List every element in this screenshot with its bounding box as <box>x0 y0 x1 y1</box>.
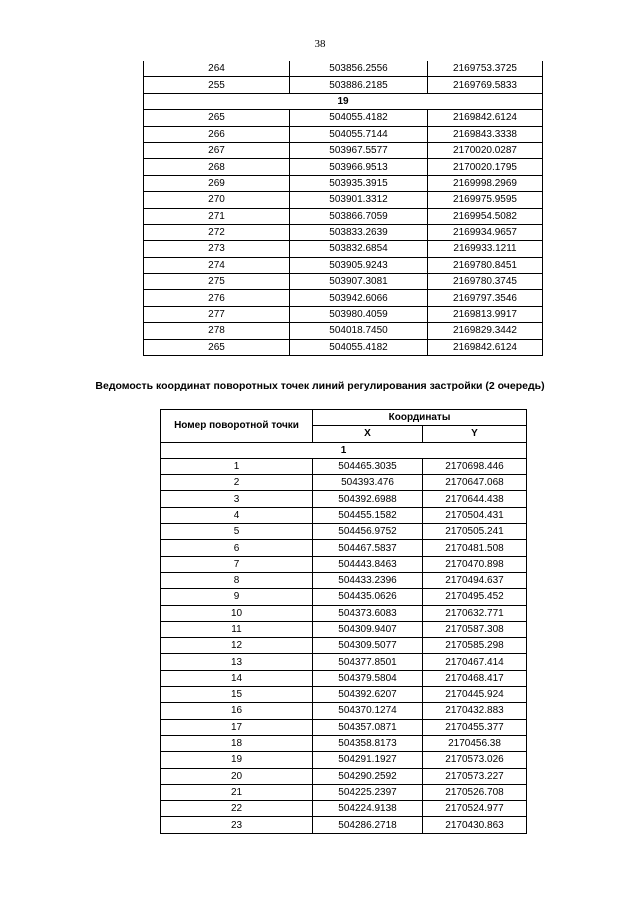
point-number-cell: 268 <box>144 159 290 175</box>
x-coordinate-cell: 504309.5077 <box>313 638 423 654</box>
table-row <box>161 556 527 572</box>
table-row <box>161 540 527 556</box>
table-row <box>161 572 527 588</box>
x-coordinate-cell: 504456.9752 <box>313 524 423 540</box>
point-number-cell: 275 <box>144 274 290 290</box>
table-row <box>144 323 543 339</box>
y-coordinate-cell: 2170505.241 <box>423 524 527 540</box>
point-number-cell: 22 <box>161 801 313 817</box>
y-coordinate-cell: 2169954.5082 <box>428 208 543 224</box>
y-coordinate-cell: 2170430.863 <box>423 817 527 833</box>
point-number-cell: 8 <box>161 572 313 588</box>
point-number-cell: 273 <box>144 241 290 257</box>
table-row <box>161 491 527 507</box>
x-coordinate-cell: 504018.7450 <box>290 323 428 339</box>
point-number-cell: 276 <box>144 290 290 306</box>
x-coordinate-cell: 504357.0871 <box>313 719 423 735</box>
x-coordinate-cell: 503832.6854 <box>290 241 428 257</box>
y-coordinate-cell: 2170698.446 <box>423 458 527 474</box>
y-coordinate-cell: 2170468.417 <box>423 670 527 686</box>
table-row <box>161 784 527 800</box>
x-coordinate-cell: 503886.2185 <box>290 77 428 93</box>
table-row <box>144 175 543 191</box>
point-number-cell: 18 <box>161 735 313 751</box>
point-number-cell: 6 <box>161 540 313 556</box>
x-coordinate-cell: 504373.6083 <box>313 605 423 621</box>
y-coordinate-cell: 2170504.431 <box>423 507 527 523</box>
point-number-cell: 272 <box>144 224 290 240</box>
y-coordinate-cell: 2170455.377 <box>423 719 527 735</box>
table-row <box>144 241 543 257</box>
table-row <box>144 142 543 158</box>
y-coordinate-cell: 2170585.298 <box>423 638 527 654</box>
table-row <box>161 752 527 768</box>
table-row <box>161 670 527 686</box>
table-row <box>144 77 543 93</box>
x-coordinate-cell: 504443.8463 <box>313 556 423 572</box>
point-number-cell: 3 <box>161 491 313 507</box>
x-coordinate-cell: 504467.5837 <box>313 540 423 556</box>
point-number-cell: 270 <box>144 192 290 208</box>
table-row <box>161 654 527 670</box>
section-title: Ведомость координат поворотных точек линий регулирования застройки (2 очередь) <box>95 380 545 392</box>
y-coordinate-cell: 2169842.6124 <box>428 110 543 126</box>
x-coordinate-cell: 503980.4059 <box>290 306 428 322</box>
x-coordinate-cell: 503942.6066 <box>290 290 428 306</box>
x-coordinate-cell: 504455.1582 <box>313 507 423 523</box>
table-row <box>161 817 527 833</box>
point-number-cell: 271 <box>144 208 290 224</box>
point-number-cell: 274 <box>144 257 290 273</box>
table-row <box>161 801 527 817</box>
table-row <box>144 192 543 208</box>
point-number-cell: 1 <box>161 458 313 474</box>
x-coordinate-cell: 503856.2556 <box>290 61 428 77</box>
y-coordinate-cell: 2170524.977 <box>423 801 527 817</box>
x-coordinate-cell: 504370.1274 <box>313 703 423 719</box>
y-coordinate-cell: 2169975.9595 <box>428 192 543 208</box>
y-coordinate-cell: 2170467.414 <box>423 654 527 670</box>
coordinates-table <box>160 409 527 834</box>
x-coordinate-cell: 504465.3035 <box>313 458 423 474</box>
table-row <box>144 208 543 224</box>
table-row <box>161 458 527 474</box>
x-coordinate-cell: 504309.9407 <box>313 621 423 637</box>
point-number-cell: 19 <box>161 752 313 768</box>
table-row <box>161 605 527 621</box>
table-row <box>161 703 527 719</box>
y-coordinate-cell: 2170495.452 <box>423 589 527 605</box>
table-row <box>144 126 543 142</box>
point-number-cell: 11 <box>161 621 313 637</box>
table-row <box>144 61 543 77</box>
x-coordinate-cell: 504435.0626 <box>313 589 423 605</box>
x-coordinate-cell: 504290.2592 <box>313 768 423 784</box>
y-coordinate-cell: 2170573.026 <box>423 752 527 768</box>
x-coordinate-cell: 503967.5577 <box>290 142 428 158</box>
point-number-cell: 255 <box>144 77 290 93</box>
table-row <box>144 110 543 126</box>
y-coordinate-cell: 2170020.0287 <box>428 142 543 158</box>
table-row <box>144 274 543 290</box>
point-number-cell: 12 <box>161 638 313 654</box>
point-number-cell: 4 <box>161 507 313 523</box>
point-number-cell: 16 <box>161 703 313 719</box>
x-coordinate-cell: 503866.7059 <box>290 208 428 224</box>
y-coordinate-cell: 2169780.3745 <box>428 274 543 290</box>
y-coordinate-cell: 2170020.1795 <box>428 159 543 175</box>
y-coordinate-cell: 2169753.3725 <box>428 61 543 77</box>
x-coordinate-cell: 503907.3081 <box>290 274 428 290</box>
y-coordinate-cell: 2169933.1211 <box>428 241 543 257</box>
y-coordinate-cell: 2170494.637 <box>423 572 527 588</box>
x-coordinate-cell: 504291.1927 <box>313 752 423 768</box>
x-coordinate-cell: 504358.8173 <box>313 735 423 751</box>
table-row <box>161 507 527 523</box>
x-coordinate-cell: 504393.476 <box>313 475 423 491</box>
y-coordinate-cell: 2170587.308 <box>423 621 527 637</box>
y-coordinate-cell: 2170647.068 <box>423 475 527 491</box>
y-coordinate-cell: 2170573.227 <box>423 768 527 784</box>
table-row <box>161 719 527 735</box>
coordinates-table-continued <box>143 61 543 356</box>
x-coordinate-cell: 503966.9513 <box>290 159 428 175</box>
point-number-cell: 10 <box>161 605 313 621</box>
x-coordinate-cell: 504286.2718 <box>313 817 423 833</box>
y-coordinate-cell: 2170632.771 <box>423 605 527 621</box>
point-number-cell: 5 <box>161 524 313 540</box>
table-row <box>161 621 527 637</box>
y-coordinate-cell: 2169998.2969 <box>428 175 543 191</box>
point-number-cell: 269 <box>144 175 290 191</box>
y-coordinate-cell: 2170432.883 <box>423 703 527 719</box>
point-number-cell: 266 <box>144 126 290 142</box>
y-coordinate-cell: 2169842.6124 <box>428 339 543 355</box>
header-x: X <box>313 426 423 442</box>
x-coordinate-cell: 504379.5804 <box>313 670 423 686</box>
point-number-cell: 17 <box>161 719 313 735</box>
point-number-cell: 9 <box>161 589 313 605</box>
point-number-cell: 278 <box>144 323 290 339</box>
table-row <box>144 224 543 240</box>
y-coordinate-cell: 2169797.3546 <box>428 290 543 306</box>
table-row <box>161 475 527 491</box>
y-coordinate-cell: 2169769.5833 <box>428 77 543 93</box>
y-coordinate-cell: 2169813.9917 <box>428 306 543 322</box>
table-row <box>161 589 527 605</box>
point-number-cell: 7 <box>161 556 313 572</box>
y-coordinate-cell: 2169780.8451 <box>428 257 543 273</box>
y-coordinate-cell: 2170481.508 <box>423 540 527 556</box>
point-number-cell: 264 <box>144 61 290 77</box>
point-number-cell: 265 <box>144 110 290 126</box>
point-number-cell: 20 <box>161 768 313 784</box>
x-coordinate-cell: 504225.2397 <box>313 784 423 800</box>
group-row <box>161 442 527 458</box>
x-coordinate-cell: 504055.4182 <box>290 339 428 355</box>
x-coordinate-cell: 503901.3312 <box>290 192 428 208</box>
table-row <box>161 524 527 540</box>
point-number-cell: 15 <box>161 687 313 703</box>
x-coordinate-cell: 504433.2396 <box>313 572 423 588</box>
y-coordinate-cell: 2170456.38 <box>423 735 527 751</box>
table-row <box>144 290 543 306</box>
y-coordinate-cell: 2169843.3338 <box>428 126 543 142</box>
group-row <box>144 93 543 109</box>
table-row <box>161 687 527 703</box>
x-coordinate-cell: 504377.8501 <box>313 654 423 670</box>
y-coordinate-cell: 2170644.438 <box>423 491 527 507</box>
x-coordinate-cell: 504055.4182 <box>290 110 428 126</box>
point-number-cell: 23 <box>161 817 313 833</box>
y-coordinate-cell: 2169934.9657 <box>428 224 543 240</box>
page-number: 38 <box>314 38 326 50</box>
table-row <box>144 257 543 273</box>
x-coordinate-cell: 503905.9243 <box>290 257 428 273</box>
group-label: 1 <box>161 442 527 458</box>
header-point-number: Номер поворотной точки <box>161 410 313 443</box>
y-coordinate-cell: 2169829.3442 <box>428 323 543 339</box>
table-row <box>161 735 527 751</box>
y-coordinate-cell: 2170445.924 <box>423 687 527 703</box>
y-coordinate-cell: 2170470.898 <box>423 556 527 572</box>
header-coordinates: Координаты <box>313 410 527 426</box>
point-number-cell: 2 <box>161 475 313 491</box>
point-number-cell: 13 <box>161 654 313 670</box>
table-row <box>161 768 527 784</box>
table-row <box>144 159 543 175</box>
group-label: 19 <box>144 93 543 109</box>
x-coordinate-cell: 503935.3915 <box>290 175 428 191</box>
point-number-cell: 21 <box>161 784 313 800</box>
header-y: Y <box>423 426 527 442</box>
x-coordinate-cell: 504224.9138 <box>313 801 423 817</box>
x-coordinate-cell: 504392.6988 <box>313 491 423 507</box>
x-coordinate-cell: 504392.6207 <box>313 687 423 703</box>
point-number-cell: 265 <box>144 339 290 355</box>
table-row <box>144 306 543 322</box>
point-number-cell: 277 <box>144 306 290 322</box>
point-number-cell: 14 <box>161 670 313 686</box>
point-number-cell: 267 <box>144 142 290 158</box>
y-coordinate-cell: 2170526.708 <box>423 784 527 800</box>
table-row <box>144 339 543 355</box>
x-coordinate-cell: 504055.7144 <box>290 126 428 142</box>
x-coordinate-cell: 503833.2639 <box>290 224 428 240</box>
table-row <box>161 638 527 654</box>
